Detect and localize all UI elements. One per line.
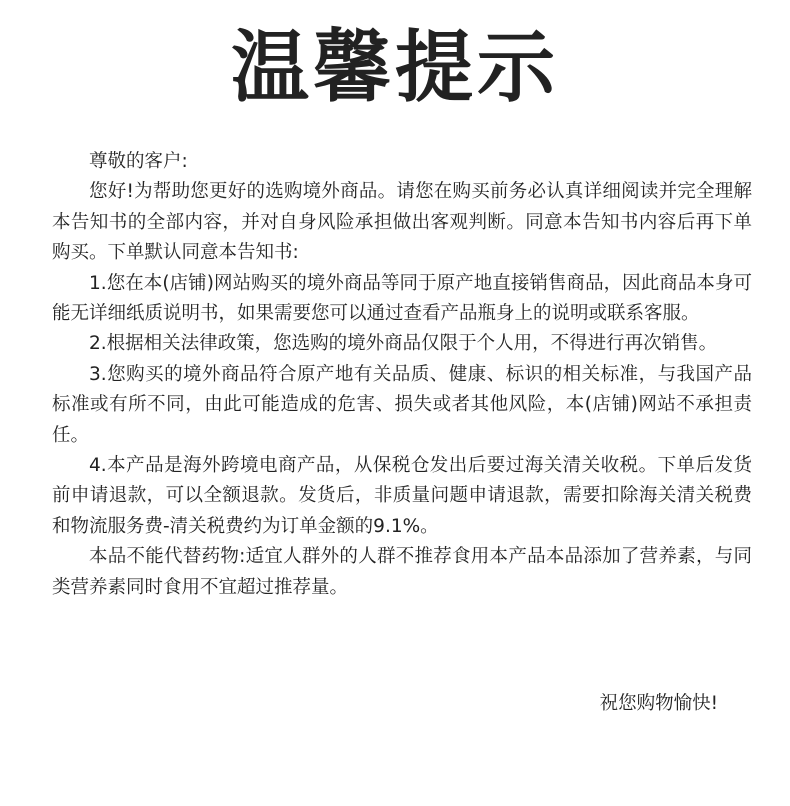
notice-item-1: 1.您在本(店铺)网站购买的境外商品等同于原产地直接销售商品，因此商品本身可能无详细纸质说明书，如果需要您可以通过查看产品瓶身上的说明或联系客服。 xyxy=(52,272,752,325)
salutation: 尊敬的客户: xyxy=(89,151,188,172)
notice-item-2: 2.根据相关法律政策，您选购的境外商品仅限于个人用，不得进行再次销售。 xyxy=(89,333,718,355)
intro-paragraph: 您好!为帮助您更好的选购境外商品。请您在购买前务必认真详细阅读并完全理解本告知书的全部内容，并对自身风险承担做出客观判断。同意本告知书内容后再下单购买。下单默认同意本告知书: xyxy=(52,181,752,264)
notice-item-3: 3.您购买的境外商品符合原产地有关品质、健康、标识的相关标准，与我国产品标准或有所不同，由此可能造成的危害、损失或者其他风险，本(店铺)网站不承担责任。 xyxy=(52,363,752,446)
closing-greeting: 祝您购物愉快! xyxy=(599,693,718,714)
page-title: 温馨提示 xyxy=(230,23,559,113)
notice-body xyxy=(52,147,752,603)
medicine-note: 本品不能代替药物:适宜人群外的人群不推荐食用本产品本品添加了营养素，与同类营养素同时食用不宜超过推荐量。 xyxy=(52,546,752,598)
notice-item-4: 4.本产品是海外跨境电商产品，从保税仓发出后要过海关清关收税。下单后发货前申请退款，可以全额退款。发货后，非质量问题申请退款，需要扣除海关清关税费和物流服务费-清关税费约为订单金额的9.1%。 xyxy=(52,455,752,537)
